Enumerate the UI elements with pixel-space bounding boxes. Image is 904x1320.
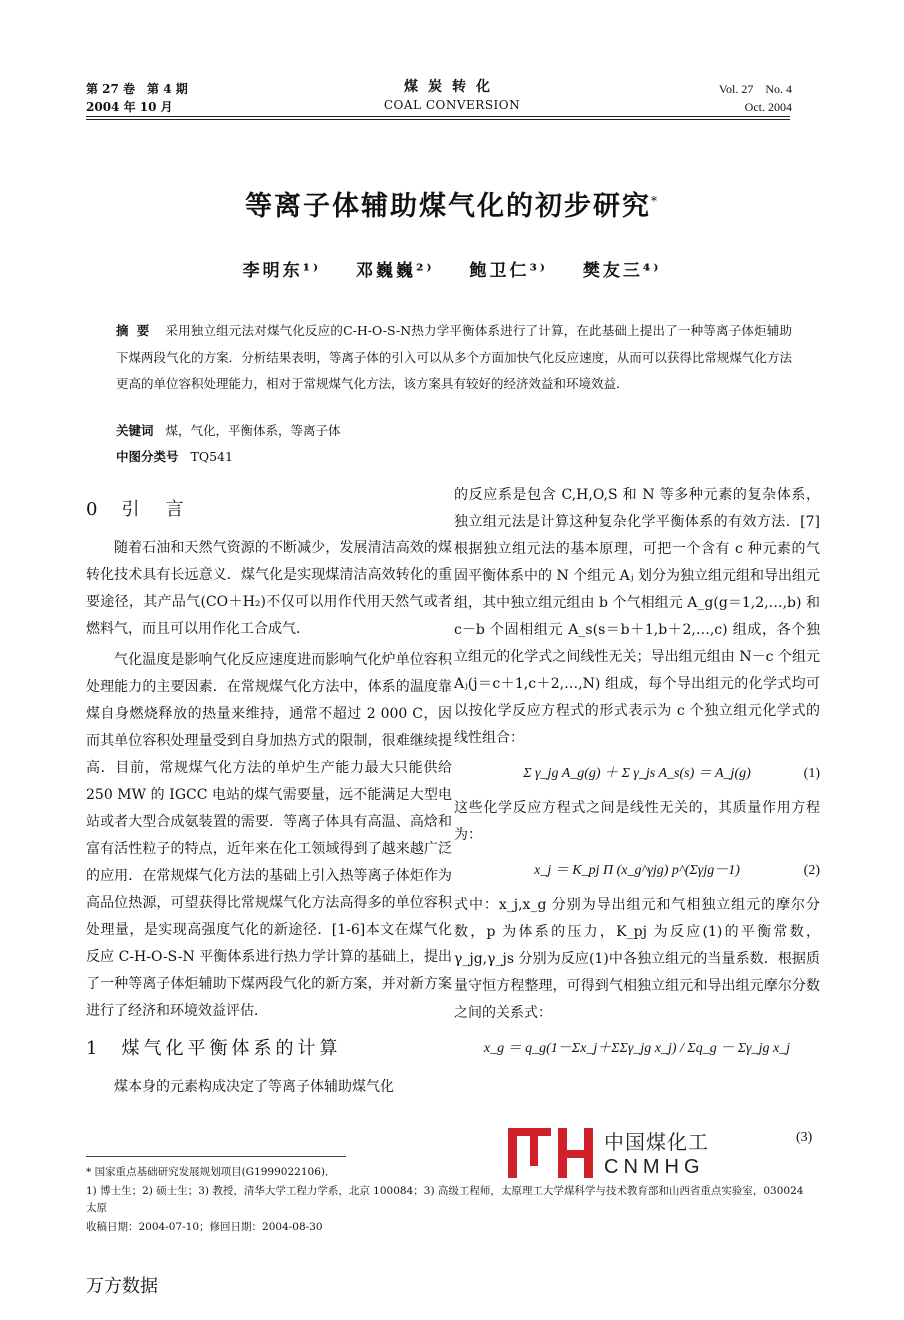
abstract xyxy=(116,318,792,398)
date-cn: 2004 年 10 月 xyxy=(86,100,173,114)
journal-name-cn: 煤炭转化 xyxy=(404,79,500,95)
equation-2-number: (2) xyxy=(803,863,820,878)
paragraph: 随着石油和天然气资源的不断减少，发展清洁高效的煤转化技术具有长远意义．煤气化是实现煤清洁高效转化的重要途径，其产品气(CO＋H₂)不仅可以用作代用天然气或者燃料气，而且可以用作化工合成气． xyxy=(86,540,452,637)
section-0-number: 0 xyxy=(86,499,102,520)
title-mark: * xyxy=(651,194,659,208)
paper-title xyxy=(0,184,904,223)
equation-1-number: (1) xyxy=(803,766,820,781)
keywords-block xyxy=(116,418,341,470)
equation-3 xyxy=(454,1035,820,1062)
section-1-title: 煤气化平衡体系的计算 xyxy=(121,1038,342,1059)
right-column xyxy=(454,482,820,1070)
keywords-label: 关键词 xyxy=(116,423,154,438)
volume-en: Vol. 27 No. 4 xyxy=(718,82,792,96)
journal-name-en: COAL CONVERSION xyxy=(383,98,521,112)
paragraph: 气化温度是影响气化反应速度进而影响气化炉单位容积处理能力的主要因素．在常规煤气化方法中，体系的温度靠煤自身燃烧释放的热量来维持，通常不超过 2 000 C，因而其单位容积处理量受到自身加热方式的限制，很难继续提高．目前，常规煤气化方法的单炉生产能力最大只能供给 250 MW 的 IGCC 电站的煤气需要量，远不能满足大型电站或者大型合成氨装置的需要．等离子体具有高温、高焓和富有活性粒子的特点，近年来在化工领域得到了越来越广泛的应用．在常规煤气化方法的基础上引入热等离子体炬作为高品位热源，可望获得比常规煤气化方法高得多的单位容积处理量，是实现高强度气化的新途径．[1-6]本文在煤气化反应 C-H-O-S-N 平衡体系进行热力学计算的基础上，提出了一种等离子体炬辅助下煤两段气化的新方案，并对新方案进行了经济和环境效益评估． xyxy=(86,652,452,1019)
equation-2 xyxy=(454,857,820,884)
equation-2-body: x_j ＝ K_pj Π (x_g^γjg) p^(Σγjg－1) xyxy=(534,863,740,878)
equation-3-number: (3) xyxy=(796,1130,813,1145)
watermark-en: CNMHG xyxy=(604,1156,705,1178)
equation-1 xyxy=(454,760,820,787)
section-1-number: 1 xyxy=(86,1038,102,1059)
date-en: Oct. 2004 xyxy=(744,100,792,114)
abstract-label: 摘要 xyxy=(116,323,158,338)
left-column xyxy=(86,496,452,1101)
paragraph: 这些化学反应方程式之间是线性无关的，其质量作用方程为： xyxy=(454,800,820,843)
footnote: * 国家重点基础研究发展规划项目(G1999022106)． xyxy=(86,1166,336,1178)
header-right xyxy=(719,80,792,116)
watermark-cn: 中国煤化工 xyxy=(604,1130,709,1154)
footnote-rule xyxy=(86,1156,346,1157)
paragraph: 式中：x_j,x_g 分别为导出组元和气相独立组元的摩尔分数，p 为体系的压力，K_pj 为反应(1)的平衡常数，γ_jg,γ_js 分别为反应(1)中各独立组元的当量系数．根据质量守恒方程整理，可得到气相独立组元和导出组元摩尔分数之间的关系式： xyxy=(454,897,820,1021)
abstract-text: 采用独立组元法对煤气化反应的C-H-O-S-N热力学平衡体系进行了计算，在此基础上提出了一种等离子体炬辅助下煤两段气化的方案．分析结果表明，等离子体的引入可以从多个方面加快气化反应速度，从而可以获得比常规煤气化方法更高的单位容积处理能力，相对于常规煤气化方法，该方案具有较好的经济效益和环境效益． xyxy=(116,323,792,391)
header-rule xyxy=(86,116,790,117)
class-label: 中图分类号 xyxy=(116,449,179,464)
source-label: 万方数据 xyxy=(86,1276,158,1297)
footnote: 1) 博士生；2) 硕士生；3) 教授，清华大学工程力学系，北京 100084；3) 高级工程师，太原理工大学煤科学与技术教育部和山西省重点实验室，030024 太原 xyxy=(86,1185,804,1214)
section-0-heading xyxy=(86,496,452,523)
section-1-heading xyxy=(86,1035,452,1062)
equation-3-body: x_g ＝ q_g(1－Σx_j＋ΣΣγ_jg x_j) / Σq_g － Σγ_jg x_j xyxy=(483,1041,791,1056)
footnotes xyxy=(86,1164,804,1238)
paragraph: 的反应系是包含 C,H,O,S 和 N 等多种元素的复杂体系，独立组元法是计算这种复杂化学平衡体系的有效方法．[7]根据独立组元法的基本原理，可把一个含有 c 种元素的气固平衡体系中的 N 个组元 Aⱼ 划分为独立组元组和导出组元组，其中独立组元组由 b 个气相组元 A_g(g＝1,2,…,b) 和 c－b 个固相组元 A_s(s＝b＋1,b＋2,…,c) 组成，各个独立组元的化学式之间线性无关；导出组元组由 N－c 个组元 Aⱼ(j＝c＋1,c＋2,…,N) 组成，每个导出组元的化学式均可以按化学反应方程式的形式表示为 c 个独立组元化学式的线性组合： xyxy=(454,487,820,746)
header-rule-2 xyxy=(86,119,790,120)
section-0-title: 引 言 xyxy=(121,499,188,520)
class-value: TQ541 xyxy=(190,449,233,464)
volume-cn: 第 27 卷 第 4 期 xyxy=(86,82,188,96)
title-text: 等离子体辅助煤气化的初步研究 xyxy=(245,191,651,222)
footnote: 收稿日期：2004-07-10；修回日期：2004-08-30 xyxy=(86,1221,323,1233)
paragraph: 煤本身的元素构成决定了等离子体辅助煤气化 xyxy=(114,1079,394,1095)
authors: 李明东¹⁾ 邓巍巍²⁾ 鲍卫仁³⁾ 樊友三⁴⁾ xyxy=(242,261,662,281)
equation-1-body: Σ γ_jg A_g(g) ＋ Σ γ_js A_s(s) ＝ A_j(g) xyxy=(523,766,751,781)
keywords: 煤，气化，平衡体系，等离子体 xyxy=(165,423,341,438)
